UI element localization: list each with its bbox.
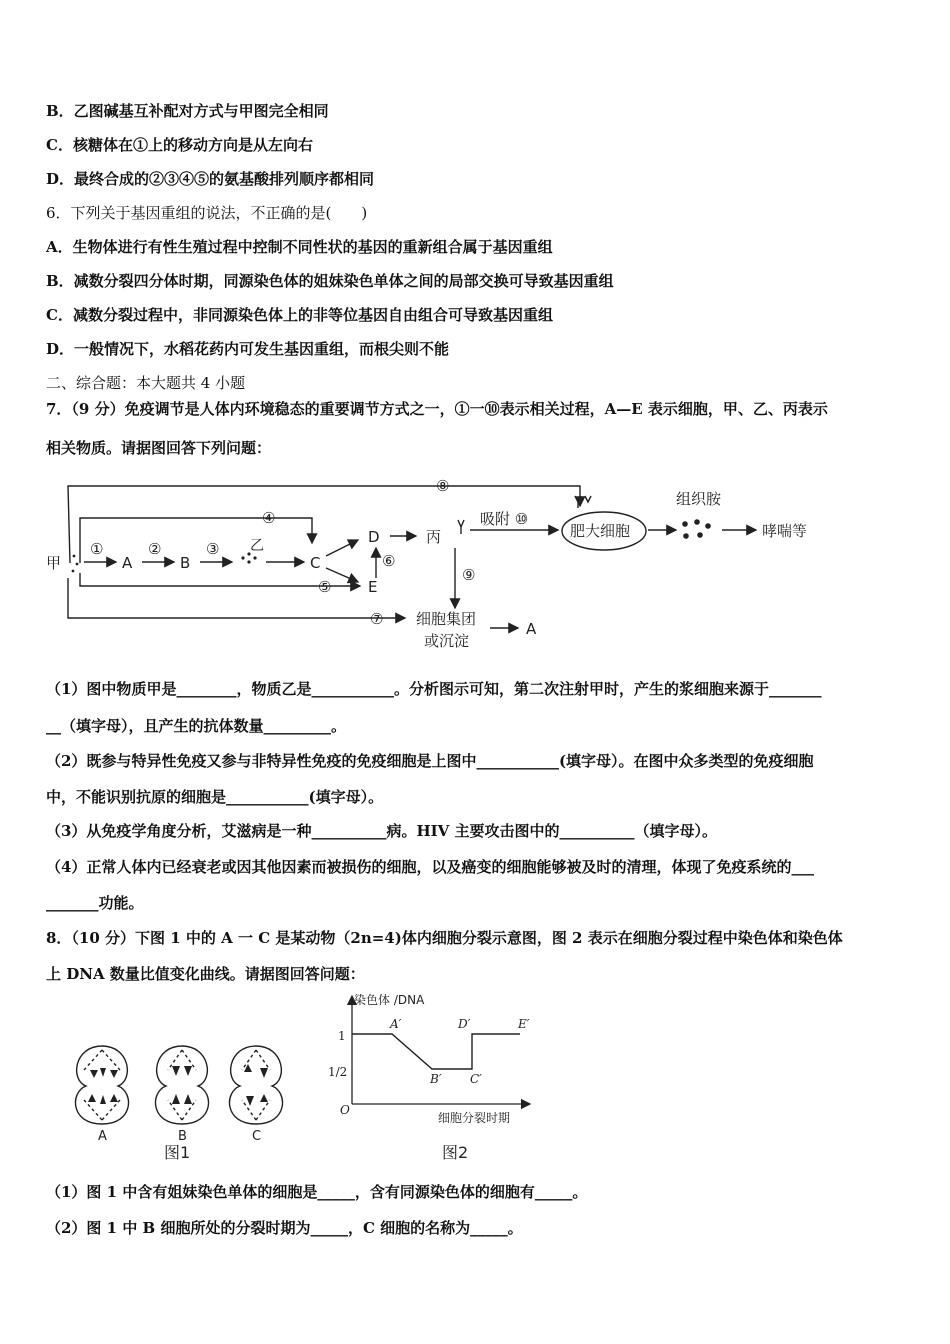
q6-stem: 6．下列关于基因重组的说法，不正确的是( ) <box>46 204 368 222</box>
fig1-label-c: C <box>252 1129 262 1144</box>
diagram-histamine: 组织胺 <box>676 490 722 508</box>
diagram-yi: 乙 <box>250 538 264 554</box>
q7-stem-line1: 7．（9 分）免疫调节是人体内环境稳态的重要调节方式之一，①一⑩表示相关过程，A—E 表示细胞，甲、乙、丙表示 <box>46 400 828 418</box>
diagram-bing: 丙 <box>426 528 442 546</box>
diagram-cell-e: E <box>368 578 378 596</box>
fig1-label-b: B <box>178 1129 187 1144</box>
fig2-point-label: C′ <box>470 1072 482 1086</box>
diagram-cell-a: A <box>122 554 133 572</box>
fig2-ytick-1: 1 <box>338 1029 346 1043</box>
diagram-cluster-1: 细胞集团 <box>416 610 477 628</box>
ratio-curve-line <box>352 1034 520 1069</box>
diagram-asthma: 哮喘等 <box>762 522 808 540</box>
fig2-point-label: B′ <box>430 1072 442 1086</box>
q7-sub1-line2: __（填字母），且产生的抗体数量_________。 <box>46 717 347 735</box>
q6-option-b: B．减数分裂四分体时期，同源染色体的姐妹染色单体之间的局部交换可导致基因重组 <box>46 272 614 290</box>
q7-sub2-line1: （2）既参与特异性免疫又参与非特异性免疫的免疫细胞是上图中___________(填字母）。在图中众多类型的免疫细胞 <box>46 752 814 770</box>
q7-sub2-line2: 中，不能识别抗原的细胞是___________(填字母）。 <box>46 788 384 806</box>
q7-stem-line2: 相关物质。请据图回答下列问题： <box>46 439 272 457</box>
diagram-mast-cell: 肥大细胞 <box>570 522 631 540</box>
q7-sub3: （3）从免疫学角度分析，艾滋病是一种__________病。HIV 主要攻击图中的__________（填字母）。 <box>46 822 717 840</box>
diagram-p4: ④ <box>262 509 276 527</box>
fig2-origin: O <box>340 1103 350 1117</box>
fig2-point-label: E′ <box>518 1017 530 1031</box>
q7-sub4-line2: _______功能。 <box>46 894 144 912</box>
diagram-cell-a2: A <box>526 620 537 638</box>
fig2-point-label: A′ <box>390 1017 402 1031</box>
q8-stem-line2: 上 DNA 数量比值变化曲线。请据图回答问题： <box>46 965 365 983</box>
diagram-cell-d: D <box>368 528 380 546</box>
figure-2-chart <box>320 990 550 1168</box>
diagram-p1: ① <box>90 540 104 558</box>
immune-diagram <box>40 468 840 658</box>
diagram-p9: ⑨ <box>462 566 476 584</box>
diagram-p2: ② <box>148 540 162 558</box>
cell-a <box>75 1046 128 1124</box>
fig2-ylabel: 染色体 /DNA <box>354 993 425 1007</box>
q5-option-c: C．核糖体在①上的移动方向是从左向右 <box>46 136 313 154</box>
figure-1-cells <box>60 1040 300 1170</box>
fig1-caption: 图1 <box>164 1143 191 1162</box>
q5-option-d: D．最终合成的②③④⑤的氨基酸排列顺序都相同 <box>46 170 375 188</box>
diagram-p3: ③ <box>206 540 220 558</box>
section-heading: 二、综合题：本大题共 4 小题 <box>46 374 246 392</box>
diagram-cell-c: C <box>310 554 321 572</box>
diagram-cell-b: B <box>180 554 191 572</box>
q8-stem-line1: 8．（10 分）下图 1 中的 A 一 C 是某动物（2n=4)体内细胞分裂示意图，图 2 表示在细胞分裂过程中染色体和染色体 <box>46 929 843 947</box>
fig1-label-a: A <box>98 1129 107 1144</box>
q7-sub4-line1: （4）正常人体内已经衰老或因其他因素而被损伤的细胞，以及癌变的细胞能够被及时的清理，体现了免疫系统的___ <box>46 858 814 876</box>
q6-option-d: D．一般情况下，水稻花药内可发生基因重组，而根尖则不能 <box>46 340 450 358</box>
diagram-p8: ⑧ <box>436 477 450 495</box>
cell-b <box>155 1046 208 1124</box>
fig2-xlabel: 细胞分裂时期 <box>438 1111 511 1125</box>
q6-option-c: C．减数分裂过程中，非同源染色体上的非等位基因自由组合可导致基因重组 <box>46 306 553 324</box>
diagram-adsorb: 吸附 ⑩ <box>480 510 529 528</box>
q7-sub1-line1: （1）图中物质甲是________，物质乙是___________。分析图示可知，第二次注射甲时，产生的浆细胞来源于_______ <box>46 680 822 698</box>
q6-option-a: A．生物体进行有性生殖过程中控制不同性状的基因的重新组合属于基因重组 <box>46 238 553 256</box>
fig2-point-label: D′ <box>458 1017 471 1031</box>
q5-option-b: B．乙图碱基互补配对方式与甲图完全相同 <box>46 102 329 120</box>
diagram-p6: ⑥ <box>382 552 396 570</box>
diagram-p7: ⑦ <box>370 610 384 628</box>
diagram-cluster-2: 或沉淀 <box>424 632 470 650</box>
fig2-ytick-half: 1/2 <box>328 1065 348 1079</box>
cell-c <box>229 1046 282 1124</box>
q8-sub2: （2）图 1 中 B 细胞所处的分裂时期为_____，C 细胞的名称为_____。 <box>46 1219 523 1237</box>
fig2-caption: 图2 <box>442 1143 469 1162</box>
diagram-jia: 甲 <box>46 554 62 572</box>
diagram-p5: ⑤ <box>318 578 332 596</box>
q8-sub1: （1）图 1 中含有姐妹染色单体的细胞是_____，含有同源染色体的细胞有_____。 <box>46 1183 588 1201</box>
